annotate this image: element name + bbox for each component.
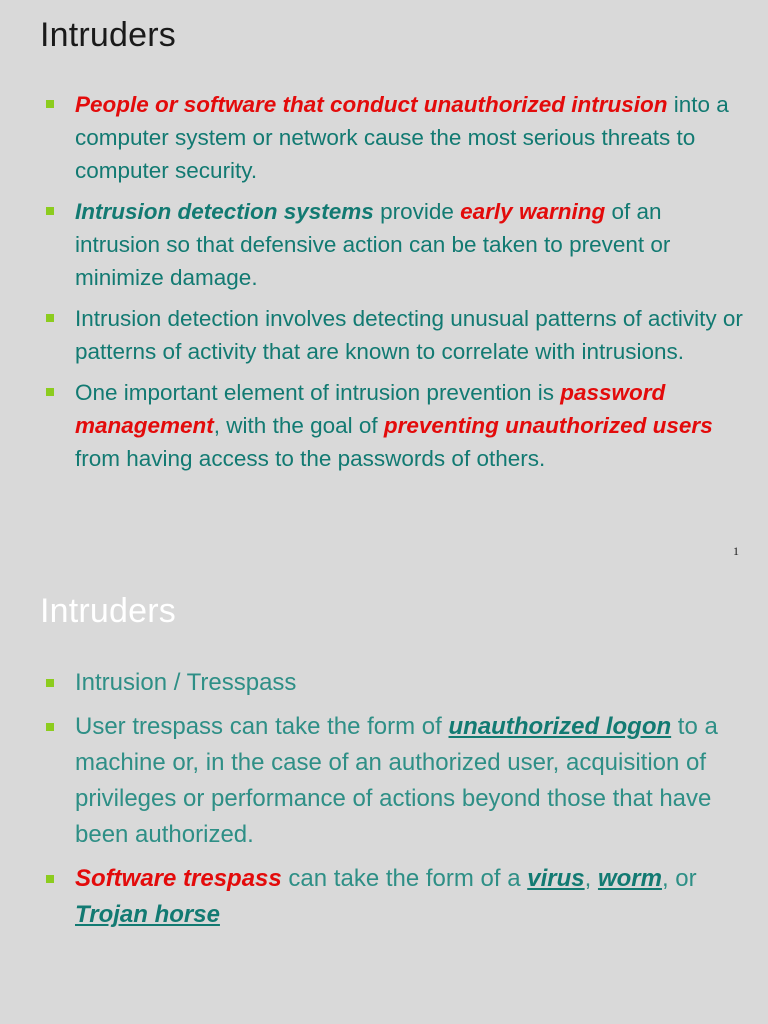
bullet-text: provide [373,199,461,224]
bullet-text: Intrusion detection involves detecting unusual patterns of activity or patterns of activity that are known to correlate with intrusions. [75,306,743,364]
square-bullet-icon [46,207,54,215]
square-bullet-icon [46,679,54,687]
emphasized-text: Trojan horse [75,901,220,928]
slide-2 [0,565,768,1024]
square-bullet-icon [46,314,54,322]
slide-2-title: Intruders [40,592,176,630]
bullet-text: User trespass can take the form of [75,713,449,740]
bullet-text: , or [661,865,697,892]
bullet-text: Intrusion / Tresspass [75,669,297,696]
emphasized-text: preventing unauthorized users [383,413,713,438]
emphasized-text: password management [75,380,666,438]
bullet-item [44,376,744,475]
bullet-item [44,861,744,933]
bullet-item [44,88,744,187]
bullet-text: One important element of intrusion prevention is [75,380,561,405]
square-bullet-icon [46,723,54,731]
emphasized-text: virus [527,865,585,892]
bullet-text: to a machine or, in the case of an authorized user, acquisition of privileges or performance of actions beyond those that have been authorized. [75,713,718,848]
bullet-text: , with the goal of [213,413,384,438]
emphasized-text: Intrusion detection systems [75,199,374,224]
bullet-item [44,709,744,853]
square-bullet-icon [46,875,54,883]
page-number: 1 [733,544,739,558]
bullet-text: can take the form of a [281,865,528,892]
emphasized-text: People or software that conduct unauthorized intrusion [75,92,668,117]
square-bullet-icon [46,388,54,396]
slide-1-bullet-list [44,88,744,483]
bullet-text: into a computer system or network cause the most serious threats to computer security. [75,92,729,183]
slide-1-title: Intruders [40,16,176,54]
emphasized-text: early warning [460,199,606,224]
bullet-item [44,665,744,701]
emphasized-text: worm [597,865,662,892]
bullet-text: , [584,865,598,892]
square-bullet-icon [46,100,54,108]
bullet-text: from having access to the passwords of others. [75,446,546,471]
emphasized-text: Software trespass [75,865,282,892]
bullet-item [44,302,744,368]
slide-2-bullet-list [44,665,744,941]
emphasized-text: unauthorized logon [448,713,672,740]
bullet-item [44,195,744,294]
bullet-text: of an intrusion so that defensive action can be taken to prevent or minimize damage. [75,199,671,290]
